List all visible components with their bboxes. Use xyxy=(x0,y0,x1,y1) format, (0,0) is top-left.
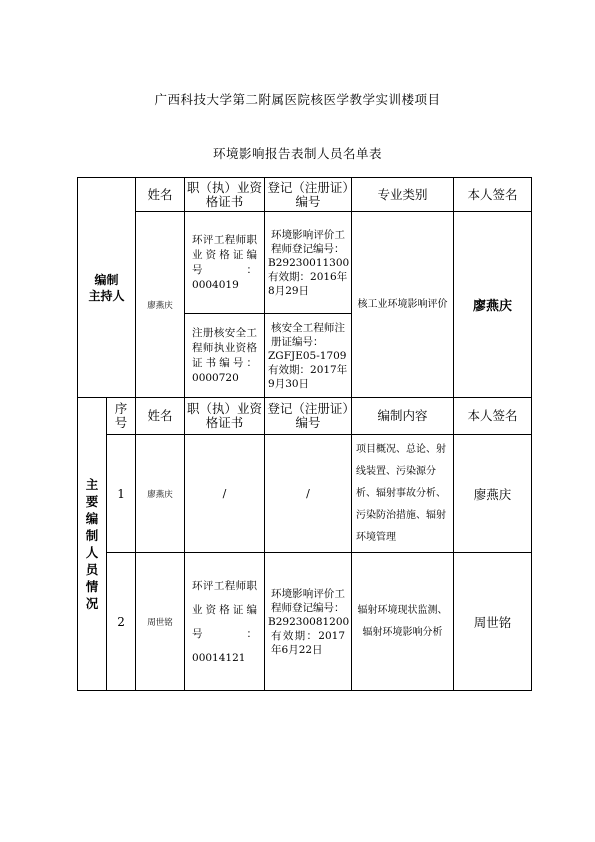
host-col-specialty: 专业类别 xyxy=(352,178,454,212)
row-1-content: 项目概况、总论、射线装置、污染源分析、辐射事故分析、污染防治措施、辐射环境管理 xyxy=(352,435,454,553)
row-1-signature: 廖燕庆 xyxy=(454,435,532,553)
row-2-cert: 环评工程师职业资格证编号：00014121 xyxy=(185,553,265,691)
row-2-content: 辐射环境现状监测、辐射环境影响分析 xyxy=(352,553,454,691)
host-name: 廖燕庆 xyxy=(136,212,185,398)
main-col-reg: 登记（注册证）编号 xyxy=(265,398,352,435)
project-title: 广西科技大学第二附属医院核医学教学实训楼项目 xyxy=(154,92,441,107)
host-reg-1: 环境影响评价工程师登记编号： B29230011300 有效期：2016年8月29日 xyxy=(265,212,352,314)
main-col-name: 姓名 xyxy=(136,398,185,435)
main-col-content: 编制内容 xyxy=(352,398,454,435)
host-signature: 廖燕庆 xyxy=(454,212,532,398)
table-title: 环境影响报告表制人员名单表 xyxy=(212,146,382,161)
main-col-cert: 职（执）业资格证书 xyxy=(185,398,265,435)
table-row xyxy=(78,553,532,691)
host-row-cert1 xyxy=(78,212,532,314)
personnel-table xyxy=(77,177,532,691)
row-2-signature: 周世铭 xyxy=(454,553,532,691)
row-1-reg: / xyxy=(265,435,352,553)
main-header-row xyxy=(78,398,532,435)
row-1-seq: 1 xyxy=(107,435,136,553)
row-2-name: 周世铭 xyxy=(136,553,185,691)
row-2-seq: 2 xyxy=(107,553,136,691)
main-section-label: 主 要 编 制 人 员 情 况 xyxy=(78,398,107,691)
host-reg-2: 核安全工程师注册证编号： ZGFJE05-1709 有效期：2017年9月30日 xyxy=(265,314,352,398)
host-specialty: 核工业环境影响评价 xyxy=(352,212,454,398)
row-1-cert: / xyxy=(185,435,265,553)
host-header-row xyxy=(78,178,532,212)
host-section-label: 编制 主持人 xyxy=(78,178,136,398)
main-col-seq: 序号 xyxy=(107,398,136,435)
host-cert-1: 环评工程师职业资格证编号：0004019 xyxy=(185,212,265,314)
table-row xyxy=(78,435,532,553)
main-col-signature: 本人签名 xyxy=(454,398,532,435)
host-col-signature: 本人签名 xyxy=(454,178,532,212)
host-col-name: 姓名 xyxy=(136,178,185,212)
row-2-reg: 环境影响评价工程师登记编号： B29230081200 有效期：2017年6月22日 xyxy=(265,553,352,691)
host-cert-2: 注册核安全工程师执业资格证书编号：0000720 xyxy=(185,314,265,398)
host-col-reg: 登记（注册证）编号 xyxy=(265,178,352,212)
host-col-cert: 职（执）业资格证书 xyxy=(185,178,265,212)
row-1-name: 廖燕庆 xyxy=(136,435,185,553)
